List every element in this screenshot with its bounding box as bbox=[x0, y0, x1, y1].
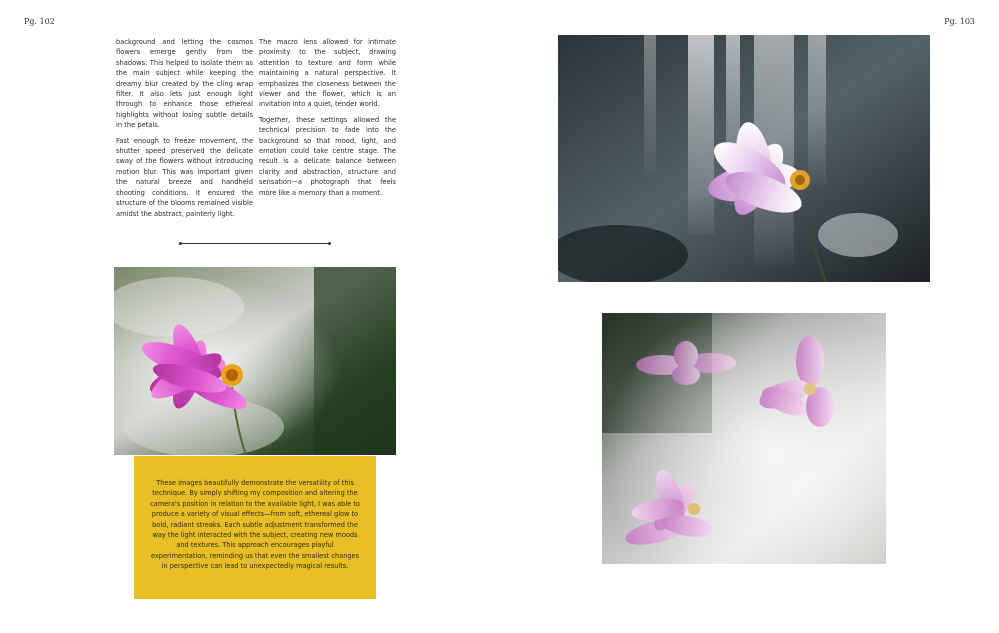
text-column-right bbox=[259, 37, 396, 203]
page-number-right: Pg. 103 bbox=[944, 17, 975, 26]
page-number-left: Pg. 102 bbox=[24, 17, 55, 26]
paragraph: The macro lens allowed for intimate proximity to the subject, drawing attention to texture and form while maintaining a natural perspective. It emphasizes the closeness between the viewer and the flower, which is an invitation into a quiet, tender world. bbox=[259, 38, 396, 109]
paragraph: Fast enough to freeze movement, the shutter speed preserved the delicate sway of the flowers without introducing motion blur. This was important given the natural breeze and handheld shooting conditions. It ensured the structure of the blooms remained visible amidst the abstract, painterly light. bbox=[116, 136, 253, 218]
photo-magenta-cosmos bbox=[114, 267, 396, 455]
paragraph: Together, these settings allowed the technical precision to fade into the background so that mood, light, and emotion could take centre stage. The result is a delicate balance between clarity and abstraction, structure and sensation—a photograph that feels more like a memory than a moment. bbox=[259, 115, 396, 197]
caption-box bbox=[134, 456, 376, 599]
section-divider bbox=[181, 243, 329, 244]
text-column-left bbox=[116, 37, 253, 224]
photo-pale-cosmos-streaks bbox=[558, 35, 930, 282]
caption-text: These images beautifully demonstrate the versatility of this technique. By simply shifting my composition and altering the camera's position in relation to the available light, I was able to produce a variety of visual effects—from soft, ethereal glow to bold, radiant streaks. Each subtle adjustment transformed the way the light interacted with the subject, creating new moods and textures. This approach encourages playful experimentation, reminding us that even the smallest changes in perspective can lead to unexpectedly magical results. bbox=[150, 479, 360, 571]
photo-dreamy-cosmos-trio bbox=[602, 313, 886, 564]
paragraph: background and letting the cosmos flowers emerge gently from the shadows. This helped to isolate them as the main subject while keeping the dreamy blur created by the cling wrap filter. It also lets just enough light through to enhance those ethereal highlights without losing subtle details in the petals. bbox=[116, 38, 253, 130]
